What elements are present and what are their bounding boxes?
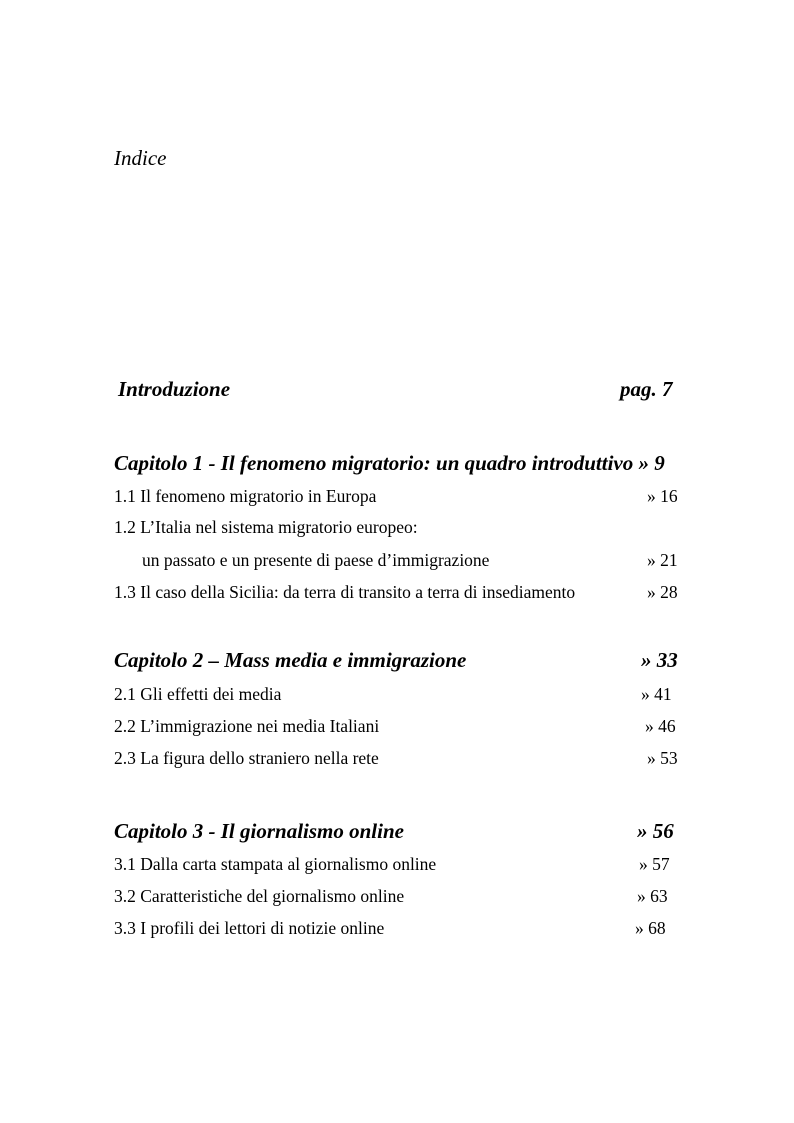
section-1-1-label: 1.1 Il fenomeno migratorio in Europa <box>114 486 377 506</box>
section-1-3-page: » 28 <box>647 582 678 602</box>
section-3-1-label: 3.1 Dalla carta stampata al giornalismo online <box>114 854 437 874</box>
intro-label: Introduzione <box>118 377 231 401</box>
chapter-3-page: » 56 <box>637 819 674 843</box>
chapter-1-heading: Capitolo 1 - Il fenomeno migratorio: un quadro introduttivo » 9 <box>114 451 665 475</box>
intro-page: pag. 7 <box>620 377 673 401</box>
section-1-1-page: » 16 <box>647 486 678 506</box>
section-2-1-page: » 41 <box>641 684 672 704</box>
section-1-2-continuation: un passato e un presente di paese d’immigrazione <box>142 550 490 570</box>
chapter-2-heading: Capitolo 2 – Mass media e immigrazione <box>114 648 467 672</box>
section-3-2-page: » 63 <box>637 886 668 906</box>
section-2-3-label: 2.3 La figura dello straniero nella rete <box>114 748 379 768</box>
section-2-2-label: 2.2 L’immigrazione nei media Italiani <box>114 716 380 736</box>
section-2-2-page: » 46 <box>645 716 676 736</box>
section-3-3-label: 3.3 I profili dei lettori di notizie online <box>114 918 385 938</box>
section-3-2-label: 3.2 Caratteristiche del giornalismo online <box>114 886 405 906</box>
chapter-3-heading: Capitolo 3 - Il giornalismo online <box>114 819 404 843</box>
chapter-2-page: » 33 <box>641 648 678 672</box>
section-1-2-label: 1.2 L’Italia nel sistema migratorio europeo: <box>114 517 418 537</box>
section-3-3-page: » 68 <box>635 918 666 938</box>
section-2-1-label: 2.1 Gli effetti dei media <box>114 684 282 704</box>
section-2-3-page: » 53 <box>647 748 678 768</box>
section-1-2-page: » 21 <box>647 550 678 570</box>
section-3-1-page: » 57 <box>639 854 670 874</box>
page-title: Indice <box>114 146 167 170</box>
section-1-3-label: 1.3 Il caso della Sicilia: da terra di transito a terra di insediamento <box>114 582 576 602</box>
